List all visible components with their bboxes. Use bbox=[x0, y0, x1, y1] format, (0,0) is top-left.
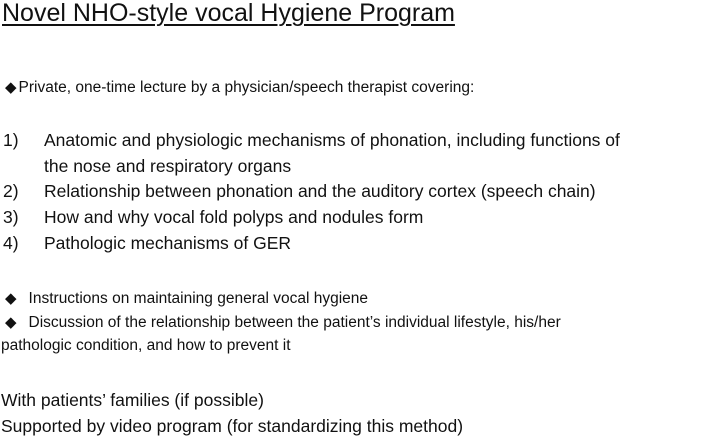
bullet-text: Instructions on maintaining general vocal hygiene bbox=[28, 290, 369, 307]
intro-text: Private, one-time lecture by a physician/speech therapist covering: bbox=[18, 79, 475, 96]
numbered-item-1 bbox=[3, 130, 620, 151]
footer-line-2: Supported by video program (for standardizing this method) bbox=[1, 416, 464, 436]
bullet-text: Discussion of the relationship between the patient’s individual lifestyle, his/her bbox=[28, 314, 561, 331]
bullet-item-1 bbox=[5, 289, 368, 308]
diamond-bullet-icon: ◆ bbox=[5, 290, 17, 307]
bullet-item-2-continuation: pathologic condition, and how to prevent it bbox=[1, 337, 291, 354]
numbered-item-3 bbox=[3, 207, 423, 228]
item-text: Anatomic and physiologic mechanisms of phonation, including functions of bbox=[44, 130, 620, 150]
item-text: How and why vocal fold polyps and nodules form bbox=[44, 207, 424, 227]
item-text: Pathologic mechanisms of GER bbox=[44, 233, 292, 253]
intro-line bbox=[5, 78, 474, 97]
diamond-bullet-icon: ◆ bbox=[5, 79, 17, 96]
item-number: 4) bbox=[3, 233, 19, 253]
page-title: Novel NHO-style vocal Hygiene Program bbox=[2, 0, 455, 27]
bullet-item-2 bbox=[5, 313, 561, 332]
item-number: 2) bbox=[3, 181, 19, 201]
footer-line-1: With patients’ families (if possible) bbox=[1, 390, 264, 410]
numbered-item-2 bbox=[3, 181, 596, 202]
item-number: 1) bbox=[3, 130, 19, 150]
item-text: Relationship between phonation and the auditory cortex (speech chain) bbox=[44, 181, 596, 201]
item-number: 3) bbox=[3, 207, 19, 227]
numbered-item-1-continuation: the nose and respiratory organs bbox=[44, 156, 292, 176]
diamond-bullet-icon: ◆ bbox=[5, 314, 17, 331]
numbered-item-4 bbox=[3, 233, 291, 254]
